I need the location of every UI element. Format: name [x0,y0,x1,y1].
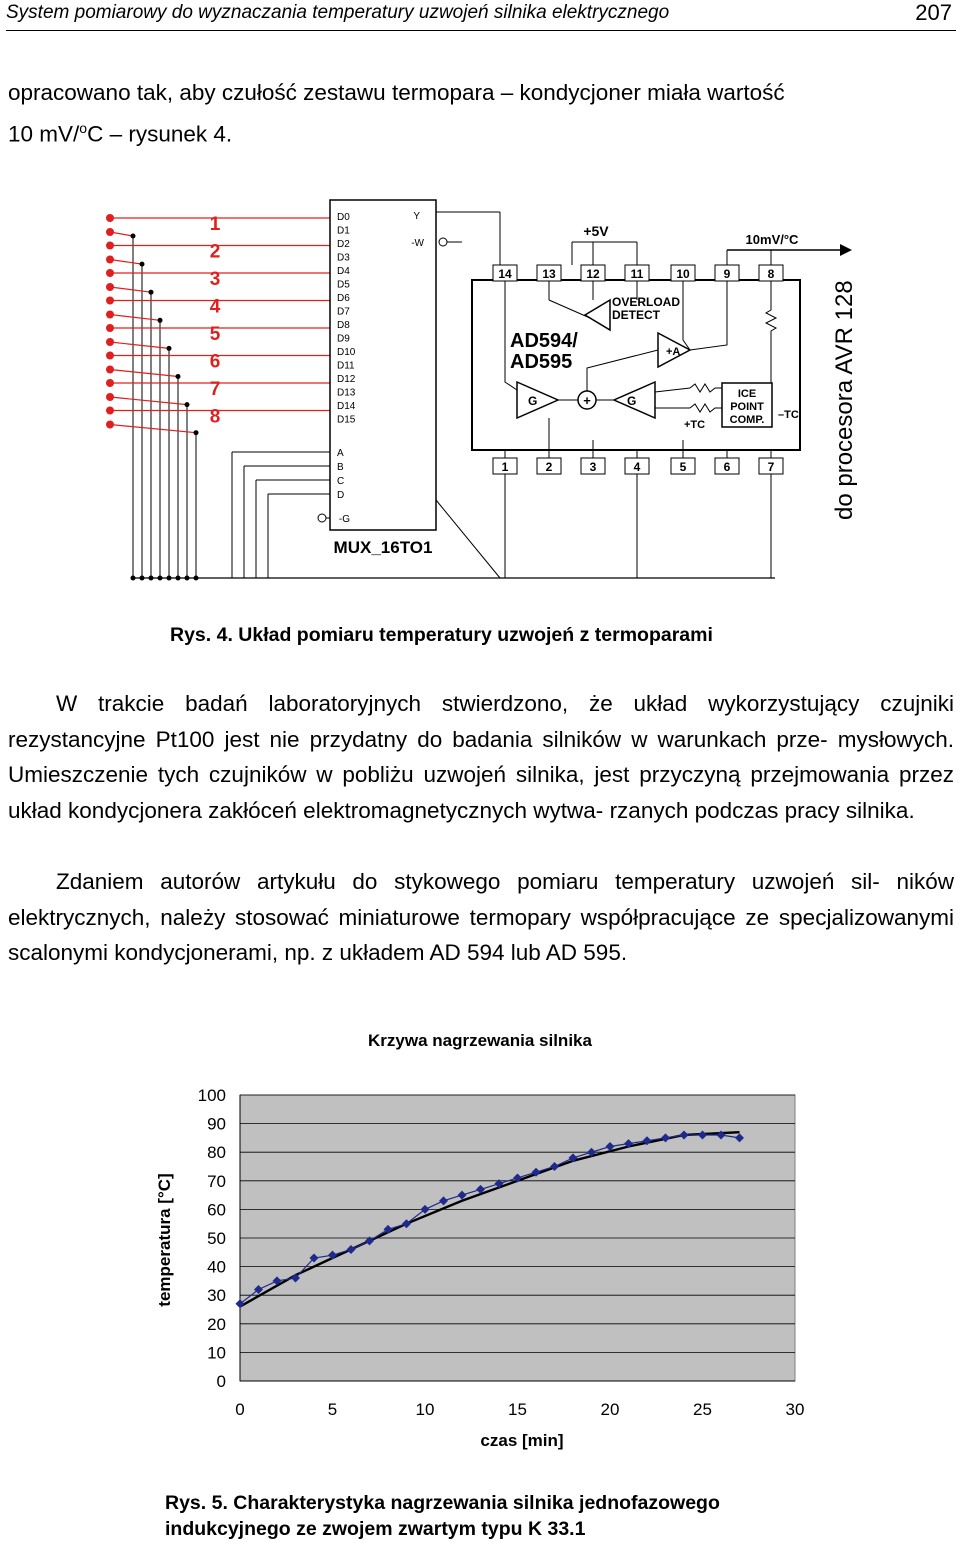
para2-line-1: Zdaniem autorów artykułu do stykowego pomiaru temperatury uzwojeń sil- [56,869,880,894]
mux-select-label: A [337,448,344,459]
chip-name: AD594/ [510,330,578,352]
input-number: 6 [209,351,221,373]
mux-pin-label: D6 [337,293,350,304]
mux-select-label: D [337,490,345,501]
input-number: 7 [209,379,221,400]
mux-pin-label: D3 [337,252,350,264]
input-wire [110,370,178,377]
y-tick-label: 90 [207,1114,226,1134]
input-number: 8 [209,406,221,428]
mux-pin-label: D14 [337,401,356,412]
chip-pin-number: 7 [767,460,775,474]
intro-paragraph [8,75,954,152]
x-tick-label: 20 [600,1400,620,1419]
y-tick-label: 20 [207,1314,226,1334]
chart-title: Krzywa nagrzewania silnika [368,1031,592,1050]
figure5-caption-line-2: indukcyjnego ze zwojem zwartym typu K 33.1 [165,1518,586,1540]
amplifier-label: G [528,394,538,408]
mux-name: MUX_16TO1 [333,538,433,557]
chip-pin-number: 3 [589,460,597,474]
y-tick-label: 0 [216,1372,226,1391]
para2-line-3: ze specjalizowanymi scalonymi kondycjonerami, np. z układem AD 594 lub AD 595. [8,904,954,965]
mux-g-terminal [318,514,326,522]
y-tick-label: 60 [207,1200,226,1220]
overload-label: DETECT [612,308,660,322]
input-number: 4 [209,296,221,318]
mux-pin-label: D15 [337,414,356,426]
x-tick-labels [235,1400,804,1419]
x-tick-label: 5 [327,1400,338,1419]
y-tick-label: 50 [207,1229,226,1248]
para1-line-5: rzanych podczas pracy silnika. [609,797,915,823]
amplifier-label: +A [666,346,681,358]
para1-line-3: mysłowych. Umieszczenie tych czujników w pobliżu uzwojeń silnika, jest przyczyną [8,726,954,787]
processor-label: do procesora AVR 128 [831,280,858,520]
mux-select-label: B [337,462,344,473]
input-wire [110,425,196,433]
figure4-caption: Rys. 4. Układ pomiaru temperatury uzwojeń z termoparami [170,624,713,646]
x-tick-label: 10 [415,1400,435,1419]
y-tick-label: 80 [207,1143,226,1163]
mux-pin-label: D11 [337,360,355,372]
mux-pin-label: D7 [337,306,350,318]
mux-pin-label: D10 [337,347,356,358]
mux-w-terminal [439,238,447,246]
overload-label: OVERLOAD [612,295,681,309]
mux-pin-label: D12 [337,374,356,385]
x-tick-label: 25 [693,1400,712,1419]
ice-point-label: POINT [730,401,764,413]
mux-pin-label: D0 [337,212,350,223]
input-number: 1 [209,214,221,235]
input-wire [110,287,151,292]
header-title: System pomiarowy do wyznaczania temperatury uzwojeń silnika elektrycznego [6,2,670,23]
chip-pin-number: 5 [679,460,687,474]
mux-g-label: -G [338,514,350,525]
mux-pin-label: D2 [337,239,350,250]
mux-pin-label: D13 [337,387,356,399]
y-tick-label: 40 [207,1257,226,1277]
mux-pin-label: D8 [337,320,350,331]
mux-pin-label: D4 [337,266,350,277]
chip-pin-number: 4 [633,460,641,474]
chip-pin-number: 1 [501,460,509,474]
figure5-caption [165,1490,720,1542]
mux-pin-label: D1 [337,225,350,237]
para1-line-1: W trakcie badań laboratoryjnych stwierdzono, że układ wykorzystujący czujniki [56,691,954,716]
supply-label: +5V [583,223,609,239]
y-tick-label: 70 [207,1171,226,1191]
para1-line-4: przejmowania przez układ kondycjonera zakłóceń elektromagnetycznych wytwa- [8,762,954,823]
y-tick-label: 10 [207,1343,226,1363]
y-tick-labels [198,1086,226,1391]
heating-curve-chart [0,1020,960,1460]
mux-pin-label: D5 [337,279,350,291]
tc-plus-label: +TC [684,419,706,431]
chip-pin-number: 10 [676,267,690,281]
input-wire [110,397,187,405]
chip-pin-number: 2 [545,460,553,474]
input-wire [110,260,142,265]
input-number: 2 [209,241,221,263]
chip-pin-number: 8 [767,267,775,281]
body-paragraph-2 [8,864,954,971]
input-wire [110,315,160,321]
amplifier-label: G [627,394,637,408]
body-paragraph-1 [8,686,954,828]
mux-pin-label: D9 [337,333,350,345]
mux-ground-wire [436,500,500,578]
intro-degree-sup: o [79,119,88,136]
x-tick-label: 0 [235,1400,245,1419]
intro-line-1: opracowano tak, aby czułość zestawu termopara – kondycjoner miała wartość [8,80,785,105]
intro-line-2-prefix: 10 mV/ [8,121,80,146]
input-number: 3 [209,269,221,290]
para1-line-2: rezystancyjne Pt100 jest nie przydatny do badania silników w warunkach prze- [8,726,828,752]
tc-minus-label: –TC [778,409,799,421]
chip-pin-number: 13 [542,267,556,281]
chip-pin-number: 11 [630,267,644,281]
mux-y-label: Y [413,211,420,222]
input-number: 5 [209,324,221,345]
x-tick-label: 15 [508,1400,527,1419]
y-tick-label: 100 [197,1086,226,1105]
page-number: 207 [915,0,952,25]
figure5-caption-line-1: Rys. 5. Charakterystyka nagrzewania silnika jednofazowego [165,1492,720,1514]
intro-line-2-suffix: C – rysunek 4. [87,121,233,146]
y-axis-label: temperatura [°C] [155,1173,174,1307]
chip-pin-number: 6 [723,460,731,474]
running-header [6,0,956,31]
output-arrow [840,244,852,256]
chip-pin-number: 9 [723,267,731,281]
summing-plus: + [583,393,591,408]
mux-select-label: C [337,476,345,487]
chip-pin-number: 14 [498,267,512,281]
chip-pin-number: 12 [586,267,600,281]
y-tick-label: 30 [207,1286,226,1306]
mux-w-label: -W [411,238,424,249]
x-tick-label: 30 [785,1400,805,1419]
ice-point-label: ICE [737,388,757,400]
para2-line-2: ników elektrycznych, należy stosować miniaturowe termopary współpracujące [8,869,954,930]
ice-point-label: COMP. [729,414,765,426]
output-label: 10mV/°C [745,232,799,247]
x-axis-label: czas [min] [480,1431,564,1450]
circuit-schematic [0,190,960,600]
chip-name: AD595 [510,351,573,373]
